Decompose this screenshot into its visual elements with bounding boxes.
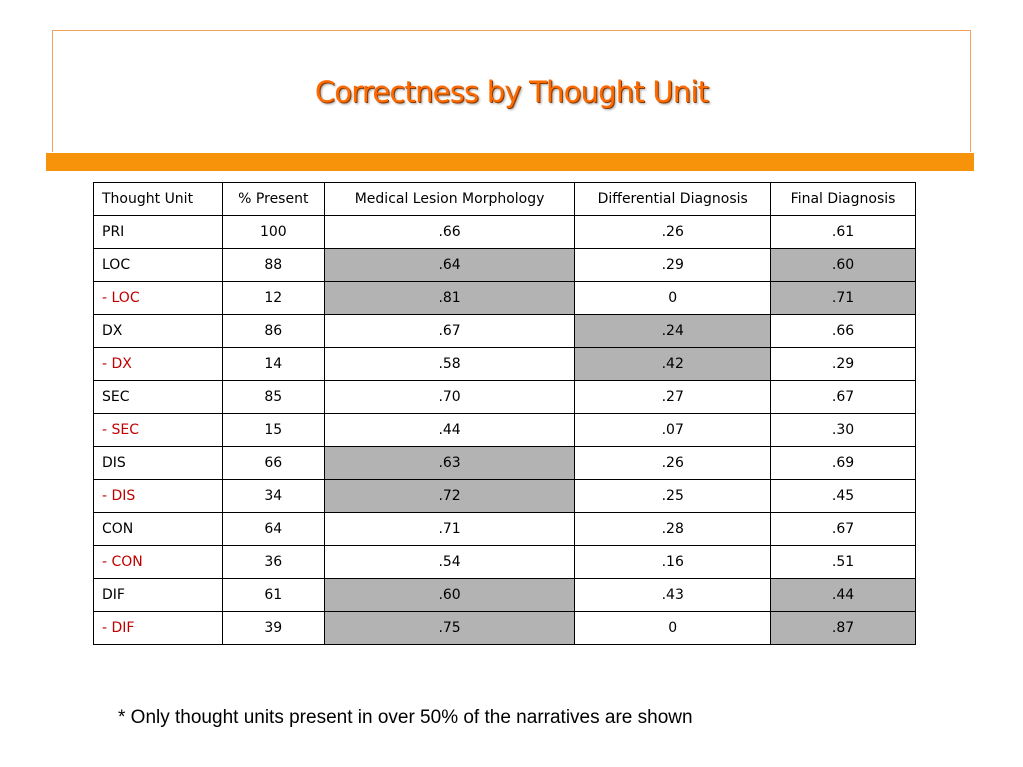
header-percent-present: % Present xyxy=(222,183,324,216)
cell-thought-unit: DX xyxy=(94,315,223,348)
cell-percent-present: 86 xyxy=(222,315,324,348)
cell-percent-present: 66 xyxy=(222,447,324,480)
cell-differential-diagnosis: .29 xyxy=(575,249,771,282)
header-thought-unit: Thought Unit xyxy=(94,183,223,216)
cell-final-diagnosis: .60 xyxy=(771,249,916,282)
table-row xyxy=(94,414,916,447)
cell-thought-unit: - DIS xyxy=(94,480,223,513)
cell-medical-lesion-morphology: .64 xyxy=(324,249,575,282)
cell-percent-present: 88 xyxy=(222,249,324,282)
cell-medical-lesion-morphology: .81 xyxy=(324,282,575,315)
cell-differential-diagnosis: .28 xyxy=(575,513,771,546)
cell-medical-lesion-morphology: .67 xyxy=(324,315,575,348)
title-box xyxy=(52,30,971,152)
cell-percent-present: 36 xyxy=(222,546,324,579)
table-body xyxy=(94,216,916,645)
cell-differential-diagnosis: .27 xyxy=(575,381,771,414)
cell-percent-present: 39 xyxy=(222,612,324,645)
cell-medical-lesion-morphology: .75 xyxy=(324,612,575,645)
cell-percent-present: 61 xyxy=(222,579,324,612)
cell-differential-diagnosis: .26 xyxy=(575,216,771,249)
table-row xyxy=(94,480,916,513)
cell-thought-unit: - CON xyxy=(94,546,223,579)
cell-final-diagnosis: .29 xyxy=(771,348,916,381)
cell-medical-lesion-morphology: .54 xyxy=(324,546,575,579)
cell-differential-diagnosis: .26 xyxy=(575,447,771,480)
cell-differential-diagnosis: .42 xyxy=(575,348,771,381)
cell-medical-lesion-morphology: .63 xyxy=(324,447,575,480)
cell-differential-diagnosis: .43 xyxy=(575,579,771,612)
table-row xyxy=(94,612,916,645)
cell-differential-diagnosis: .07 xyxy=(575,414,771,447)
cell-differential-diagnosis: .25 xyxy=(575,480,771,513)
header-differential-diagnosis: Differential Diagnosis xyxy=(575,183,771,216)
table-row xyxy=(94,249,916,282)
cell-thought-unit: - DIF xyxy=(94,612,223,645)
table-row xyxy=(94,282,916,315)
cell-final-diagnosis: .30 xyxy=(771,414,916,447)
cell-medical-lesion-morphology: .72 xyxy=(324,480,575,513)
cell-thought-unit: PRI xyxy=(94,216,223,249)
table-row xyxy=(94,546,916,579)
cell-thought-unit: - DX xyxy=(94,348,223,381)
cell-differential-diagnosis: .24 xyxy=(575,315,771,348)
cell-percent-present: 12 xyxy=(222,282,324,315)
table-header-row xyxy=(94,183,916,216)
cell-percent-present: 100 xyxy=(222,216,324,249)
cell-percent-present: 85 xyxy=(222,381,324,414)
cell-medical-lesion-morphology: .44 xyxy=(324,414,575,447)
cell-final-diagnosis: .51 xyxy=(771,546,916,579)
cell-medical-lesion-morphology: .66 xyxy=(324,216,575,249)
cell-differential-diagnosis: 0 xyxy=(575,282,771,315)
footnote: * Only thought units present in over 50% of the narratives are shown xyxy=(118,707,693,728)
cell-thought-unit: SEC xyxy=(94,381,223,414)
cell-final-diagnosis: .87 xyxy=(771,612,916,645)
cell-final-diagnosis: .67 xyxy=(771,381,916,414)
cell-percent-present: 64 xyxy=(222,513,324,546)
header-final-diagnosis: Final Diagnosis xyxy=(771,183,916,216)
cell-percent-present: 14 xyxy=(222,348,324,381)
accent-bar xyxy=(46,153,974,171)
table-row xyxy=(94,513,916,546)
header-medical-lesion-morphology: Medical Lesion Morphology xyxy=(324,183,575,216)
cell-medical-lesion-morphology: .71 xyxy=(324,513,575,546)
table-row xyxy=(94,381,916,414)
cell-differential-diagnosis: 0 xyxy=(575,612,771,645)
cell-final-diagnosis: .45 xyxy=(771,480,916,513)
cell-percent-present: 34 xyxy=(222,480,324,513)
cell-final-diagnosis: .44 xyxy=(771,579,916,612)
cell-thought-unit: DIS xyxy=(94,447,223,480)
cell-thought-unit: CON xyxy=(94,513,223,546)
cell-thought-unit: LOC xyxy=(94,249,223,282)
table-row xyxy=(94,447,916,480)
table-row xyxy=(94,315,916,348)
cell-medical-lesion-morphology: .70 xyxy=(324,381,575,414)
slide-title: Correctness by Thought Unit xyxy=(314,75,709,109)
cell-final-diagnosis: .67 xyxy=(771,513,916,546)
cell-medical-lesion-morphology: .60 xyxy=(324,579,575,612)
table-row xyxy=(94,348,916,381)
cell-final-diagnosis: .61 xyxy=(771,216,916,249)
table-row xyxy=(94,579,916,612)
cell-thought-unit: - LOC xyxy=(94,282,223,315)
cell-final-diagnosis: .66 xyxy=(771,315,916,348)
table-row xyxy=(94,216,916,249)
cell-differential-diagnosis: .16 xyxy=(575,546,771,579)
cell-medical-lesion-morphology: .58 xyxy=(324,348,575,381)
cell-thought-unit: - SEC xyxy=(94,414,223,447)
cell-final-diagnosis: .71 xyxy=(771,282,916,315)
cell-final-diagnosis: .69 xyxy=(771,447,916,480)
correctness-table xyxy=(93,182,916,645)
cell-thought-unit: DIF xyxy=(94,579,223,612)
cell-percent-present: 15 xyxy=(222,414,324,447)
